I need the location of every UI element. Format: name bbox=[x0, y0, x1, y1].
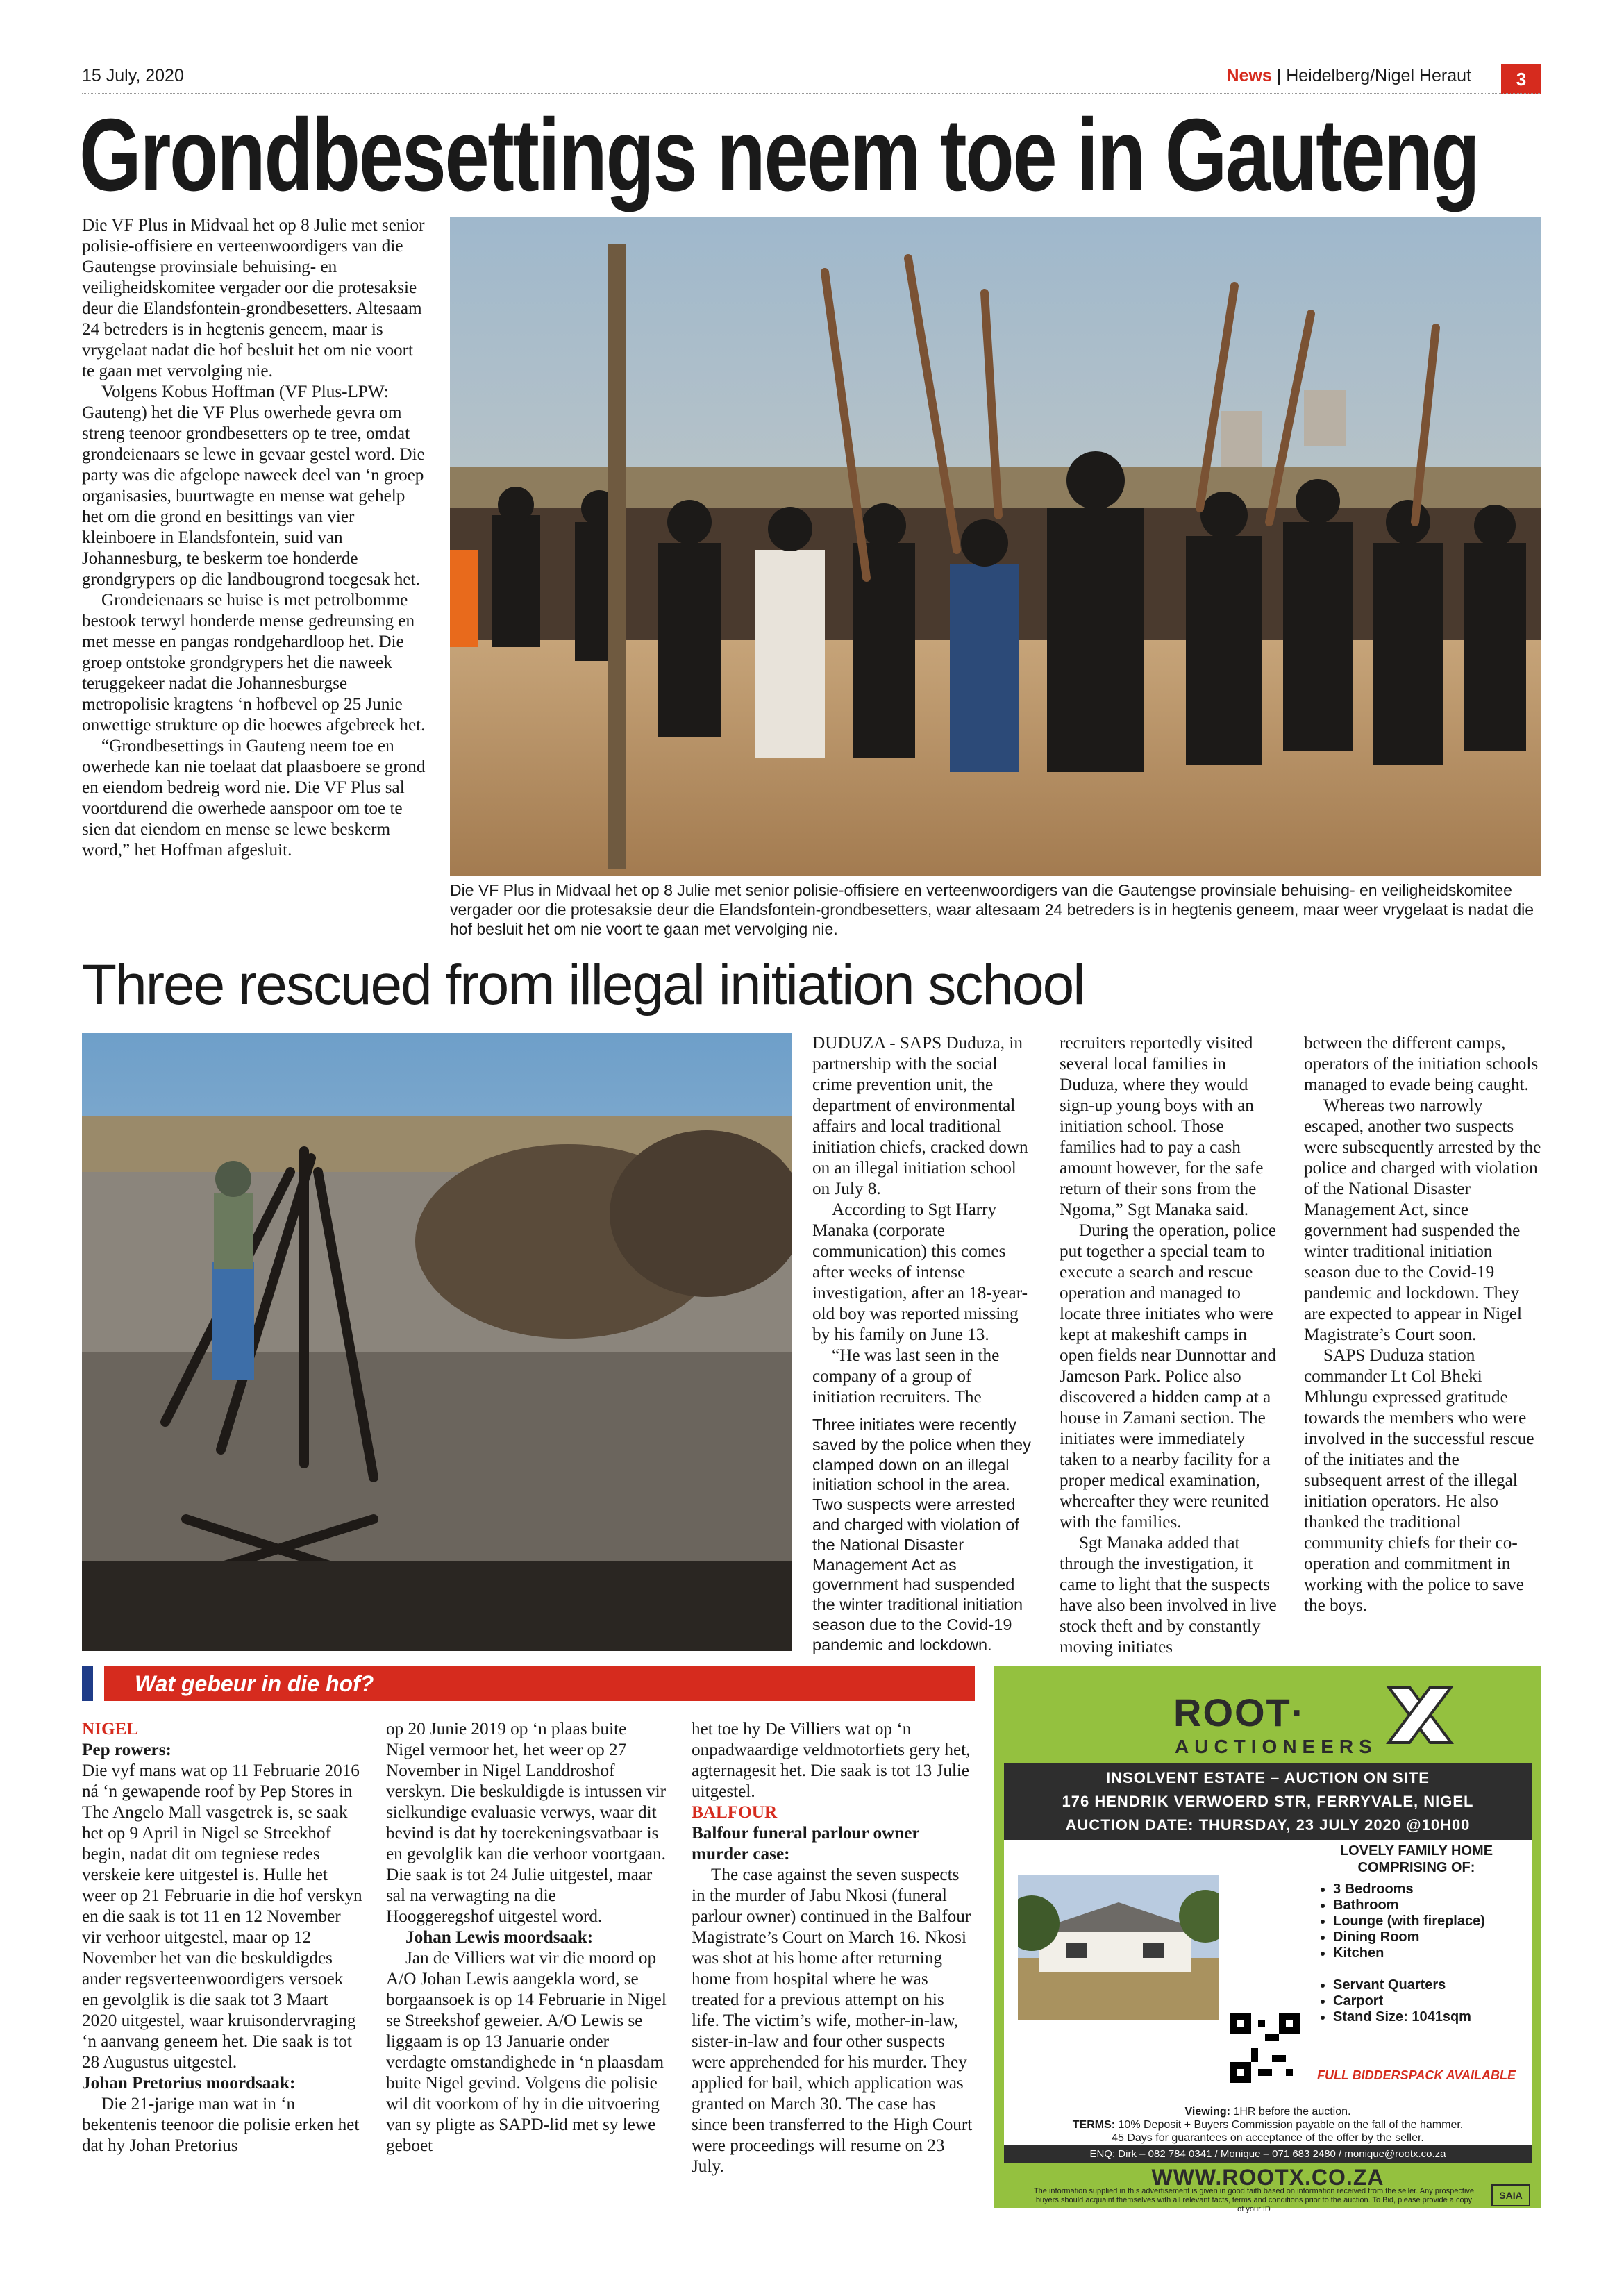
paragraph: The case against the seven suspects in the murder of Jabu Nkosi (funeral parlour owner) continued in the Balfour Magistrate’s Court on March 16. Nkosi was shot at his home after returning home from hospital where he was treated for a previous attempt on his life. The victim’s wife, mother-in-law, sister-in-law and four other suspects were apprehended for his murder. They applied for bail, which application was granted on March 30. The case has since been transferred to the High Court were proceedings will resume on 23 July. bbox=[692, 1866, 973, 2176]
property-heading: LOVELY FAMILY HOME COMPRISING OF: bbox=[1339, 1843, 1493, 1875]
feature-spacer bbox=[1333, 1961, 1541, 1977]
feature-item: • Lounge (with fireplace) bbox=[1333, 1913, 1541, 1929]
paragraph: Whereas two narrowly escaped, another two suspects were subsequently arrested by the police and charged with violation of the National Disaster Management Act, since government had suspended the winter traditional initiation season due to the Covid-19 pandemic and lockdown. They are expected to appear in Nigel Magistrate’s Court soon. bbox=[1304, 1096, 1541, 1344]
enquiries-band[interactable]: ENQ: Dirk – 082 784 0341 / Monique – 071 683 2480 / monique@rootx.co.za bbox=[1004, 2145, 1532, 2163]
website-link[interactable]: WWW.ROOTX.CO.ZA bbox=[1151, 2165, 1384, 2190]
separator: | bbox=[1271, 66, 1287, 85]
publication-name: Heidelberg/Nigel Heraut bbox=[1286, 66, 1471, 85]
court-section-title: Wat gebeur in die hof? bbox=[135, 1671, 374, 1696]
terms-label: TERMS: bbox=[1072, 2119, 1116, 2131]
region-heading-balfour: BALFOUR bbox=[692, 1803, 778, 1822]
feature-item: • Bathroom bbox=[1333, 1897, 1541, 1913]
header-rule bbox=[82, 93, 1541, 94]
page-number: 3 bbox=[1501, 64, 1541, 94]
photo-caption: Die VF Plus in Midvaal het op 8 Julie met senior polisie-offisiere en verteenwoordigers van die Gautengse provinsiale behuising- en veiligheidskomitee vergader oor die protesaksie deur die Elandsfontein-grondbesetters, waar altesaam 24 betreders is in hegtenis geneem, maar weer vrygelaat is nadat die hof besluit het om nie voort te gaan met vervolging nie. bbox=[450, 881, 1534, 938]
terms-text: 10% Deposit + Buyers Commission payable on the fall of the hammer. bbox=[1118, 2119, 1464, 2131]
paragraph: DUDUZA - SAPS Duduza, in partnership with the social crime prevention unit, the department of environmental affairs and local traditional initiation chiefs, cracked down on an illegal initiation school on July 8. bbox=[812, 1034, 1028, 1198]
court-column-2 bbox=[386, 1719, 667, 2156]
flag-stripe-blue bbox=[82, 1666, 93, 1701]
case-heading: Pep rowers: bbox=[82, 1741, 171, 1759]
auction-details-band bbox=[1004, 1763, 1532, 1840]
auctioneers-label: AUCTIONEERS bbox=[1175, 1736, 1378, 1757]
feature-item: • Stand Size: 1041sqm bbox=[1333, 2009, 1541, 2025]
case-heading: Balfour funeral parlour owner murder case: bbox=[692, 1824, 920, 1863]
issue-date: 15 July, 2020 bbox=[82, 66, 184, 85]
case-heading: Johan Pretorius moordsaak: bbox=[82, 2074, 296, 2093]
paragraph: between the different camps, operators of the initiation schools managed to evade being caught. bbox=[1304, 1034, 1539, 1094]
section-label bbox=[1226, 66, 1471, 86]
paragraph: Die 21-jarige man wat in ‘n bekentenis teenoor die polisie erken het dat hy Johan Pretorius bbox=[82, 2095, 360, 2155]
rootx-logo: ROOT· bbox=[1173, 1691, 1306, 1734]
case-heading: Johan Lewis moordsaak: bbox=[405, 1928, 594, 1947]
viewing-label: Viewing: bbox=[1184, 2106, 1231, 2118]
advert-disclaimer: The information supplied in this advertisement is given in good faith based on information received from the seller. Any prospective buyers should acquaint themselves with all relevant facts, terms and conditions prior to the auction. To Bid, please provide a copy of your ID bbox=[1033, 2187, 1475, 2213]
paragraph: Volgens Kobus Hoffman (VF Plus-LPW: Gauteng) het die VF Plus owerhede gevra om streng teenoor grondbesetters op te tree, omdat grondeienaars se lewe in gevaar gestel word. Die party was die afgelope naweek deel van ‘n groep organisasies, buurtwagte en mense wat gehelp het om die grond en besittings van vier kleinboere in Elandsfontein, suid van Johannesburg, te beskerm toe honderde grondgrypers op die landbougrond toegesak het. bbox=[82, 383, 425, 589]
paragraph: het toe hy De Villiers wat op ‘n onpadwaardige veldmotorfiets gery het, agternagesit het. Die saak is tot 13 Julie uitgestel. bbox=[692, 1720, 971, 1801]
story2-column-2 bbox=[1060, 1033, 1283, 1658]
story2-column-1 bbox=[812, 1033, 1036, 1655]
paragraph: Die vyf mans wat op 11 Februarie 2016 ná ‘n gewapende roof by Pep Stores in The Angelo Mall vasgetrek is, se saak het op 9 April in Nigel se Streekhof begin, nadat dit om tegniese redes verskeie kere uitgestel is. Hulle het weer op 21 Februarie in die hof verskyn en die saak is tot 11 en 12 November vir verhoor uitgestel, maar op 12 November het van die beskuldigdes ander regsverteenwoordigers versoek en gevolglik is die saak tot 3 Maart 2020 uitgestel, waar kruisondervraging ‘n aanvang geneem het. Die saak is tot 28 Augustus uitgestel. bbox=[82, 1761, 362, 2072]
court-column-1 bbox=[82, 1719, 363, 2156]
protest-photo bbox=[450, 217, 1541, 876]
band-line: AUCTION DATE: THURSDAY, 23 JULY 2020 @10H00 bbox=[1065, 1816, 1471, 1834]
paragraph: recruiters reportedly visited several local families in Duduza, where they would sign-up young boys with an initiation school. Those families had to pay a cash amount however, for the safe return of their sons from the Ngoma,” Sgt Manaka said. bbox=[1060, 1034, 1264, 1219]
band-line: INSOLVENT ESTATE – AUCTION ON SITE bbox=[1106, 1769, 1430, 1786]
paragraph: Sgt Manaka added that through the investigation, it came to light that the suspects have also been involved in live stock theft and by constantly moving initiates bbox=[1060, 1534, 1277, 1657]
band-line: 176 HENDRIK VERWOERD STR, FERRYVALE, NIGEL bbox=[1062, 1793, 1474, 1810]
paragraph: op 20 Junie 2019 op ‘n plaas buite Nigel vermoor het, het weer op 27 November in Nigel Landdroshof verskyn. Die beskuldigde is intussen vir sielkundige evaluasie verwys, waar dit bevind is dat hy toerekeningsvatbaar is en gevolglik kan die verhoor voortgaan. Die saak is tot 24 Julie uitgestel, maar sal na verwagting na die Hooggeregshof uitgestel word. bbox=[386, 1720, 666, 1926]
paragraph: Grondeienaars se huise is met petrolbomme bestook terwyl honderde mense gedreunsing en met messe en pangas rondgehardloop het. Die groep ontstoke grondgrypers het die naweek teruggekeer nadat die Johannesburgse metropolisie kragtens ‘n hofbevel op 25 Junie onwettige strukture op die hoewes afgebreek het. bbox=[82, 591, 426, 735]
viewing-text: 1HR before the auction. bbox=[1233, 2106, 1351, 2118]
feature-item: • Servant Quarters bbox=[1333, 1977, 1541, 1993]
rootx-x-logo-icon bbox=[1382, 1680, 1458, 1750]
bidders-pack-note: FULL BIDDERSPACK AVAILABLE bbox=[1317, 2068, 1516, 2082]
court-column-3 bbox=[692, 1719, 975, 2177]
story2-column-3 bbox=[1304, 1033, 1541, 1616]
feature-item: • Carport bbox=[1333, 1993, 1541, 2009]
burnt-camp-illustration bbox=[82, 1033, 792, 1651]
feature-item: • Dining Room bbox=[1333, 1929, 1541, 1945]
terms-line bbox=[1004, 2118, 1532, 2131]
paragraph: “He was last seen in the company of a group of initiation recruiters. The bbox=[812, 1346, 1000, 1407]
paragraph: “Grondbesettings in Gauteng neem toe en owerhede kan nie toelaat dat plaasboere se grond en eiendom bedreig word nie. Die VF Plus sal voortdurend die owerhede aanspoor om toe te sien dat eiendom en mense se lewe beskerm word,” het Hoffman afgesluit. bbox=[82, 737, 426, 860]
headline-initiation-school: Three rescued from illegal initiation school bbox=[82, 953, 1085, 1016]
burnt-camp-photo bbox=[82, 1033, 792, 1651]
paragraph: Jan de Villiers wat vir die moord op A/O Johan Lewis aangekla word, se borgaansoek is op 14 Februarie in Nigel se Streekshof geweier. A/O Lewis se liggaam is op 13 Januarie onder verdagte omstandighede in ‘n plaasdam buite Nigel gevind. Volgens die polisie wil dit voorkom of hy in die uitvoering van sy pligte as SAPD-lid met sy lewe geboet bbox=[386, 1949, 667, 2155]
paragraph: Die VF Plus in Midvaal het op 8 Julie met senior polisie-offisiere en verteenwoordigers van die Gautengse provinsiale behuising- en veiligheidskomitee vergader oor die protesaksie deur die Elandsfontein-grondbesetters. Altesaam 24 betreders is in hegtenis geneem, maar is vrygelaat nadat die hof besluit het om nie voort te gaan met vervolging nie. bbox=[82, 216, 425, 380]
region-heading-nigel: NIGEL bbox=[82, 1720, 139, 1738]
flag-stripe-white bbox=[93, 1666, 104, 1701]
story1-column bbox=[82, 215, 429, 861]
viewing-terms bbox=[1004, 2105, 1532, 2145]
feature-list bbox=[1318, 1882, 1541, 2025]
paragraph: According to Sgt Harry Manaka (corporate communication) this comes after weeks of intense investigation, after an 18-year-old boy was reported missing by his family on June 13. bbox=[812, 1200, 1028, 1344]
feature-item: • Kitchen bbox=[1333, 1945, 1541, 1961]
viewing-line bbox=[1004, 2105, 1532, 2118]
saia-badge-icon: SAIA bbox=[1491, 2184, 1530, 2206]
paragraph: SAPS Duduza station commander Lt Col Bheki Mhlungu expressed gratitude towards the members who were involved in the successful rescue of the initiates and the subsequent arrest of the illegal initiation operators. He also thanked the traditional community chiefs for their co-operation and commitment in working with the police to save the boys. bbox=[1304, 1346, 1534, 1615]
summary-box: Three initiates were recently saved by the police when they clamped down on an illegal initiation school in the area. Two suspects were arrested and charged with violation of the National Disaster Management Act as government had suspended the winter traditional initiation season due to the Covid-19 pandemic and lockdown. bbox=[812, 1416, 1031, 1654]
house-photo bbox=[1018, 1875, 1219, 2020]
paragraph: During the operation, police put together a special team to execute a search and rescue operation and managed to locate three initiates who were kept at makeshift camps in open fields near Dunnottar and Jameson Park. Police also discovered a hidden camp at a house in Zamani section. The initiates were immediately taken to a nearby facility for a proper medical examination, whereafter they were reunited with the families. bbox=[1060, 1221, 1276, 1532]
feature-item: • 3 Bedrooms bbox=[1333, 1882, 1541, 1897]
protest-photo-illustration bbox=[450, 217, 1541, 876]
section-name: News bbox=[1226, 66, 1272, 85]
terms-line-2: 45 Days for guarantees on acceptance of the offer by the seller. bbox=[1112, 2132, 1424, 2144]
qr-code-icon[interactable] bbox=[1230, 2013, 1300, 2083]
headline-land-invasions: Grondbesettings neem toe in Gauteng bbox=[79, 98, 1479, 212]
